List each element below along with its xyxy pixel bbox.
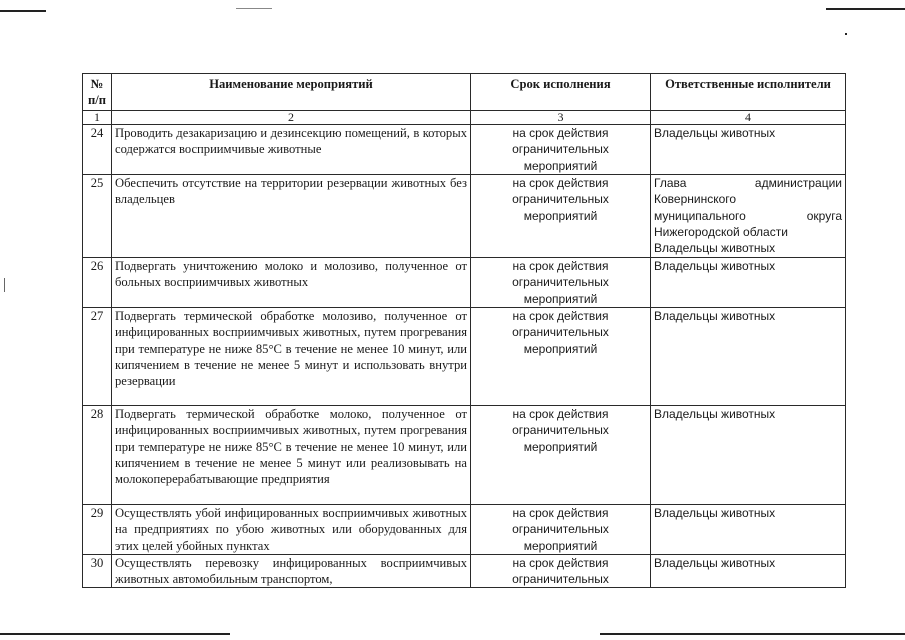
responsible-line: Глава администрации (654, 176, 842, 190)
header-name (112, 74, 471, 111)
row-responsible (651, 554, 846, 588)
column-number-row (83, 111, 846, 125)
row-num: 30 (83, 554, 112, 588)
header-responsible (651, 74, 846, 111)
scan-dot (845, 33, 847, 35)
table-body (83, 125, 846, 588)
table-row (83, 258, 846, 308)
responsible-line: Владельцы животных (654, 555, 776, 570)
scan-tick-left (4, 278, 5, 292)
row-responsible (651, 258, 846, 308)
row-num: 27 (83, 308, 112, 406)
row-num: 25 (83, 175, 112, 258)
scan-edge-top-mid (236, 8, 272, 9)
table-row (83, 505, 846, 555)
row-name: Проводить дезакаризацию и дезинсекцию помещений, в которых содержатся восприимчивые животные (112, 125, 471, 175)
responsible-line: Владельцы животных (654, 126, 776, 140)
row-num: 26 (83, 258, 112, 308)
measures-table (82, 73, 846, 588)
header-num (83, 74, 112, 111)
table-row (83, 175, 846, 258)
row-num: 29 (83, 505, 112, 555)
column-number: 4 (651, 111, 846, 125)
row-term: на срок действия ограничительных мероприятий (471, 175, 651, 258)
row-name: Подвергать термической обработке молоко, полученное от инфицированных восприимчивых животных, путем прогревания при температуре не ниже 85°С в течение не менее 10 минут, или кипячением в течение не менее 5 минут или реализовывать на молокоперерабатывающие предприятия (112, 406, 471, 505)
responsible-line: муниципального округа (654, 208, 842, 223)
scan-edge-bottom-right (600, 633, 905, 635)
row-term: на срок действия ограничительных мероприятий (471, 406, 651, 505)
scan-edge-top-left (0, 10, 46, 12)
scan-edge-bottom-left (0, 633, 230, 635)
row-responsible (651, 505, 846, 555)
column-number: 3 (471, 111, 651, 125)
row-term: на срок действия ограничительных мероприятий (471, 258, 651, 308)
column-number: 1 (83, 111, 112, 125)
row-term: на срок действия ограничительных мероприятий (471, 505, 651, 555)
row-term: на срок действия ограничительных мероприятий (471, 125, 651, 175)
responsible-line: Владельцы животных (654, 407, 776, 421)
header-responsible-text: Ответственные исполнители (665, 77, 831, 91)
row-responsible (651, 308, 846, 406)
column-number: 2 (112, 111, 471, 125)
row-responsible (651, 406, 846, 505)
row-name: Подвергать уничтожению молоко и молозиво, полученное от больных восприимчивых животных (112, 258, 471, 308)
table-row (83, 308, 846, 406)
responsible-line: Владельцы животных (654, 506, 776, 520)
table-row (83, 125, 846, 175)
responsible-line: Ковернинского (654, 192, 737, 207)
scan-edge-top-right (826, 8, 905, 10)
table-row (83, 554, 846, 588)
responsible-line: Владельцы животных (654, 241, 776, 256)
responsible-line: Владельцы животных (654, 309, 776, 323)
row-responsible (651, 175, 846, 258)
header-term (471, 74, 651, 111)
row-name: Осуществлять перевозку инфицированных восприимчивых животных автомобильным транспортом, (112, 554, 471, 588)
row-term: на срок действия ограничительных мероприятий (471, 308, 651, 406)
responsible-line: Нижегородской области (654, 224, 788, 239)
row-num: 28 (83, 406, 112, 505)
header-name-text: Наименование мероприятий (209, 77, 373, 91)
table-row (83, 406, 846, 505)
header-term-text: Срок исполнения (510, 77, 611, 91)
row-term: на срок действия ограничительных (471, 554, 651, 588)
row-responsible (651, 125, 846, 175)
row-name: Подвергать термической обработке молозиво, полученное от инфицированных восприимчивых животных, путем прогревания при температуре не ниже 85°С в течение не менее 10 минут, или кипячением в течение не менее 5 минут и использовать внутри резервации (112, 308, 471, 406)
header-num-text: № п/п (87, 77, 106, 108)
row-name: Осуществлять убой инфицированных восприимчивых животных на предприятиях по убою животных или оборудованных для этих целей убойных пунктах (112, 505, 471, 555)
row-name: Обеспечить отсутствие на территории резервации животных без владельцев (112, 175, 471, 258)
responsible-line: Владельцы животных (654, 259, 776, 273)
table-header (83, 74, 846, 125)
row-num: 24 (83, 125, 112, 175)
